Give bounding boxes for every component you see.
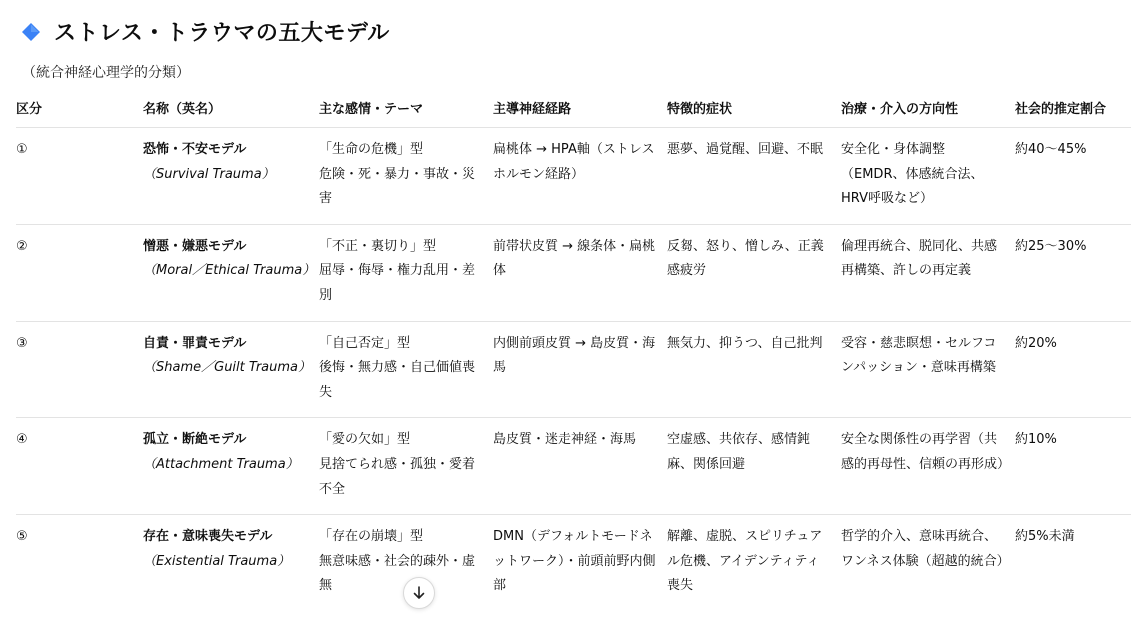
model-name-en: （Existential Trauma） xyxy=(143,553,291,569)
theme-cell xyxy=(319,418,493,515)
table-header-row xyxy=(16,94,1131,128)
page-title: ストレス・トラウマの五大モデル xyxy=(54,21,390,46)
model-name-en: （Moral／Ethical Trauma） xyxy=(143,263,316,279)
theme-title: 「存在の崩壊」型 xyxy=(319,529,424,545)
theme-desc: 後悔・無力感・自己価値喪失 xyxy=(319,360,476,400)
model-name-cell xyxy=(143,224,319,321)
ratio-cell: 約20% xyxy=(1015,321,1131,418)
table-row xyxy=(16,224,1131,321)
scroll-down-button[interactable] xyxy=(403,577,435,609)
table-row xyxy=(16,128,1131,225)
treatment-cell: 安全化・身体調整（EMDR、体感統合法、HRV呼吸など） xyxy=(841,128,1015,225)
header-symptoms: 特徴的症状 xyxy=(667,94,841,128)
header-name: 名称（英名） xyxy=(143,94,319,128)
model-name-en: （Survival Trauma） xyxy=(143,166,275,182)
treatment-cell: 安全な関係性の再学習（共感的再母性、信頼の再形成） xyxy=(841,418,1015,515)
theme-title: 「生命の危機」型 xyxy=(319,142,424,157)
theme-title: 「自己否定」型 xyxy=(319,335,411,351)
theme-desc: 危険・死・暴力・事故・災害 xyxy=(319,166,476,207)
page-header xyxy=(22,16,390,47)
model-name-cell xyxy=(143,515,319,611)
row-number: ② xyxy=(16,224,143,321)
model-name-ja: 恐怖・不安モデル xyxy=(143,142,247,157)
row-number: ③ xyxy=(16,321,143,418)
arrow-down-icon xyxy=(411,585,427,601)
model-name-ja: 孤立・断絶モデル xyxy=(143,432,247,448)
theme-cell xyxy=(319,128,493,225)
theme-desc: 無意味感・社会的疎外・虚無 xyxy=(319,553,476,594)
header-category: 区分 xyxy=(16,94,143,128)
symptoms-cell: 解離、虚脱、スピリチュアル危機、アイデンティティ喪失 xyxy=(667,529,823,594)
blue-diamond-icon xyxy=(22,23,40,41)
model-name-ja: 憎悪・嫌悪モデル xyxy=(143,238,247,254)
table-row xyxy=(16,418,1131,515)
header-ratio: 社会的推定割合 xyxy=(1015,94,1131,128)
model-name-ja: 自責・罪責モデル xyxy=(143,335,247,351)
theme-cell xyxy=(319,321,493,418)
treatment-cell: 倫理再統合、脱同化、共感再構築、許しの再定義 xyxy=(841,224,1015,321)
model-name-cell xyxy=(143,128,319,225)
pathway-cell: 扁桃体 → HPA軸（ストレスホルモン経路） xyxy=(493,128,667,225)
page-subtitle: （統合神経心理学的分類） xyxy=(22,65,190,81)
row-number: ⑤ xyxy=(16,529,28,545)
ratio-cell: 約5%未満 xyxy=(1015,529,1075,545)
model-name-en: （Attachment Trauma） xyxy=(143,456,299,472)
header-treatment: 治療・介入の方向性 xyxy=(841,94,1015,128)
theme-desc: 見捨てられ感・孤独・愛着不全 xyxy=(319,456,476,497)
theme-cell xyxy=(319,224,493,321)
table-row xyxy=(16,321,1131,418)
symptoms-cell: 無気力、抑うつ、自己批判 xyxy=(667,321,841,418)
treatment-cell: 哲学的介入、意味再統合、ワンネス体験（超越的統合） xyxy=(841,529,1010,569)
model-name-cell xyxy=(143,321,319,418)
header-pathway: 主導神経経路 xyxy=(493,94,667,128)
row-number: ① xyxy=(16,128,143,225)
theme-title: 「不正・裏切り」型 xyxy=(319,238,437,254)
ratio-cell: 約25〜30% xyxy=(1015,224,1131,321)
symptoms-cell: 反芻、怒り、憎しみ、正義感疲労 xyxy=(667,224,841,321)
model-name-en: （Shame／Guilt Trauma） xyxy=(143,360,311,376)
table-row xyxy=(16,515,1131,611)
pathway-cell: DMN（デフォルトモードネットワーク）・前頭前野内側部 xyxy=(493,529,656,594)
symptoms-cell: 悪夢、過覚醒、回避、不眠 xyxy=(667,128,841,225)
pathway-cell: 前帯状皮質 → 線条体・扁桃体 xyxy=(493,224,667,321)
theme-title: 「愛の欠如」型 xyxy=(319,432,411,448)
treatment-cell: 受容・慈悲瞑想・セルフコンパッション・意味再構築 xyxy=(841,321,1015,418)
pathway-cell: 島皮質・迷走神経・海馬 xyxy=(493,418,667,515)
model-name-cell xyxy=(143,418,319,515)
ratio-cell: 約40〜45% xyxy=(1015,128,1131,225)
pathway-cell: 内側前頭皮質 → 島皮質・海馬 xyxy=(493,321,667,418)
symptoms-cell: 空虚感、共依存、感情鈍麻、関係回避 xyxy=(667,418,841,515)
row-number: ④ xyxy=(16,418,143,515)
trauma-models-table xyxy=(16,94,1131,611)
theme-desc: 屈辱・侮辱・権力乱用・差別 xyxy=(319,263,476,303)
model-name-ja: 存在・意味喪失モデル xyxy=(143,529,273,545)
header-theme: 主な感情・テーマ xyxy=(319,94,493,128)
ratio-cell: 約10% xyxy=(1015,418,1131,515)
